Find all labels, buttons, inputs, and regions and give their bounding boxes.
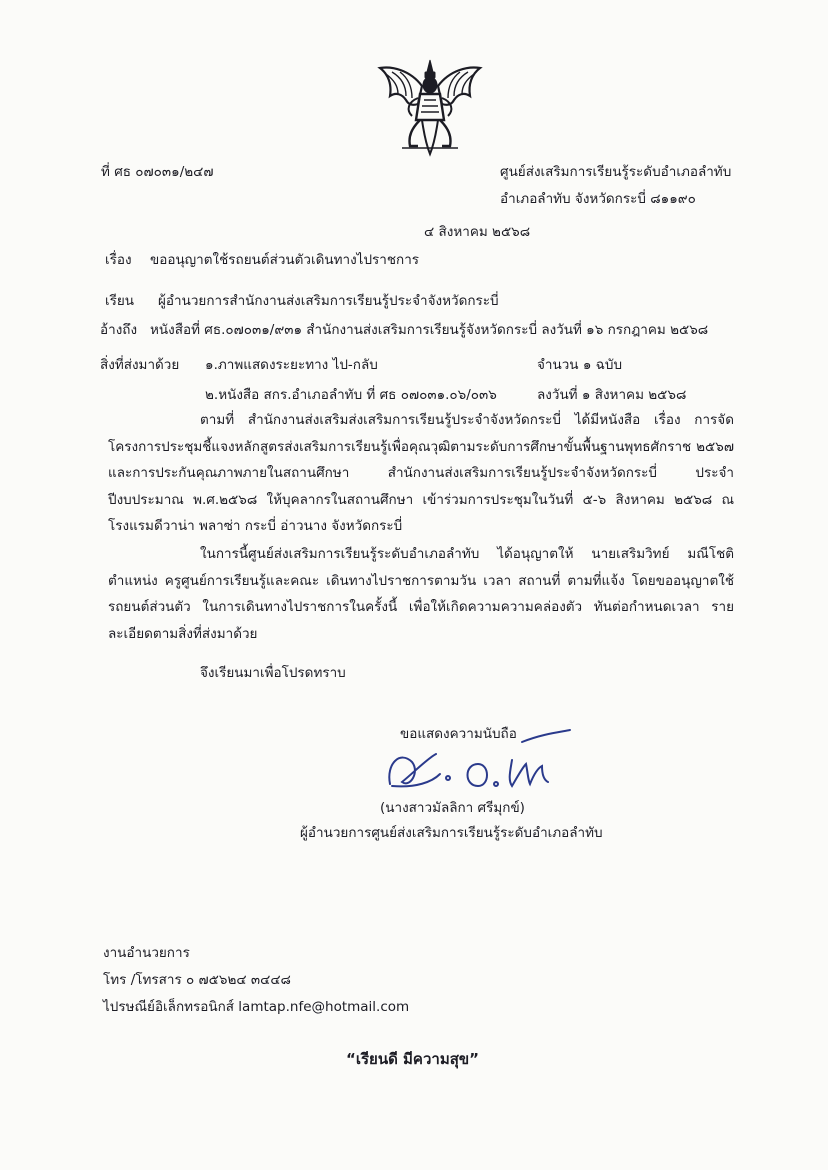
to-label: เรียน bbox=[105, 293, 135, 309]
subject: ขออนุญาตใช้รถยนต์ส่วนตัวเดินทางไปราชการ bbox=[150, 252, 420, 268]
contact-email[interactable]: ไปรษณีย์อิเล็กทรอนิกส์ lamtap.nfe@hotmail.com bbox=[103, 999, 410, 1015]
garuda-emblem bbox=[372, 58, 488, 158]
enclosure-detail: ลงวันที่ ๑ สิงหาคม ๒๕๖๘ bbox=[537, 387, 687, 403]
body-paragraph: ตามที่ สำนักงานส่งเสริมส่งเสริมการเรียนรู้ประจำจังหวัดกระบี่ ได้มีหนังสือ เรื่อง การจัดโครงการประชุมชี้แจงหลักสูตรส่งเสริมการเรียนรู้เพื่อคุณวุฒิตามระดับการศึกษาขั้นพื้นฐานพุทธศักราช ๒๕๖๗ และการประกันคุณภาพภายในสถานศึกษา สำนักงานส่งเสริมการเรียนรู้ประจำจังหวัดกระบี่ ประจำปีงบประมาณ พ.ศ.๒๕๖๘ ให้บุคลากรในสถานศึกษา เข้าร่วมการประชุมในวันที่ ๕-๖ สิงหาคม ๒๕๖๘ ณ โรงแรมดีวาน่า พลาซ่า กระบี่ อ่าวนาง จังหวัดกระบี่ bbox=[108, 412, 734, 534]
sender-office: ศูนย์ส่งเสริมการเรียนรู้ระดับอำเภอลำทับ bbox=[500, 164, 732, 180]
letter-date: ๔ สิงหาคม ๒๕๖๘ bbox=[424, 224, 531, 240]
signer-name: (นางสาวมัลลิกา ศรีมุกข์) bbox=[380, 800, 525, 816]
slogan: “เรียนดี มีความสุข” bbox=[346, 1050, 479, 1068]
handwritten-signature bbox=[382, 724, 572, 804]
sender-address: อำเภอลำทับ จังหวัดกระบี่ ๘๑๑๙๐ bbox=[500, 191, 696, 207]
contact-unit: งานอำนวยการ bbox=[103, 945, 190, 961]
enclosure-item: ๒.หนังสือ สกร.อำเภอลำทับ ที่ ศธ ๐๗๐๓๑.๐๖/๐๓๖ bbox=[205, 387, 497, 403]
closing-request: จึงเรียนมาเพื่อโปรดทราบ bbox=[200, 665, 346, 681]
body-paragraph: ในการนี้ศูนย์ส่งเสริมการเรียนรู้ระดับอำเภอลำทับ ได้อนุญาตให้ นายเสริมวิทย์ มณีโชติ ตำแหน่ง ครูศูนย์การเรียนรู้และคณะ เดินทางไปราชการตามวัน เวลา สถานที่ ตามที่แจ้ง โดยขออนุญาตใช้รถยนต์ส่วนตัว ในการเดินทางไปราชการในครั้งนี้ เพื่อให้เกิดความความคล่องตัว ทันต่อกำหนดเวลา รายละเอียดตามสิ่งที่ส่งมาด้วย bbox=[108, 546, 734, 642]
reference: หนังสือที่ ศธ.๐๗๐๓๑/๙๓๑ สำนักงานส่งเสริมการเรียนรู้จังหวัดกระบี่ ลงวันที่ ๑๖ กรกฎาคม ๒๕๖๘ bbox=[150, 322, 709, 338]
to-recipient: ผู้อำนวยการสำนักงานส่งเสริมการเรียนรู้ประจำจังหวัดกระบี่ bbox=[158, 293, 499, 309]
contact-phone: โทร /โทรสาร ๐ ๗๕๖๒๔ ๓๔๔๘ bbox=[103, 972, 291, 988]
reference-number: ที่ ศธ ๐๗๐๓๑/๒๔๗ bbox=[101, 164, 214, 180]
subject-label: เรื่อง bbox=[105, 252, 132, 268]
enclosure-detail: จำนวน ๑ ฉบับ bbox=[537, 357, 623, 373]
signer-title: ผู้อำนวยการศูนย์ส่งเสริมการเรียนรู้ระดับอำเภอลำทับ bbox=[300, 825, 603, 841]
reference-label: อ้างถึง bbox=[100, 322, 138, 338]
enclosure-label: สิ่งที่ส่งมาด้วย bbox=[100, 357, 180, 373]
enclosure-item: ๑.ภาพแสดงระยะทาง ไป-กลับ bbox=[205, 357, 378, 373]
closing-phrase: ขอแสดงความนับถือ bbox=[400, 726, 517, 742]
